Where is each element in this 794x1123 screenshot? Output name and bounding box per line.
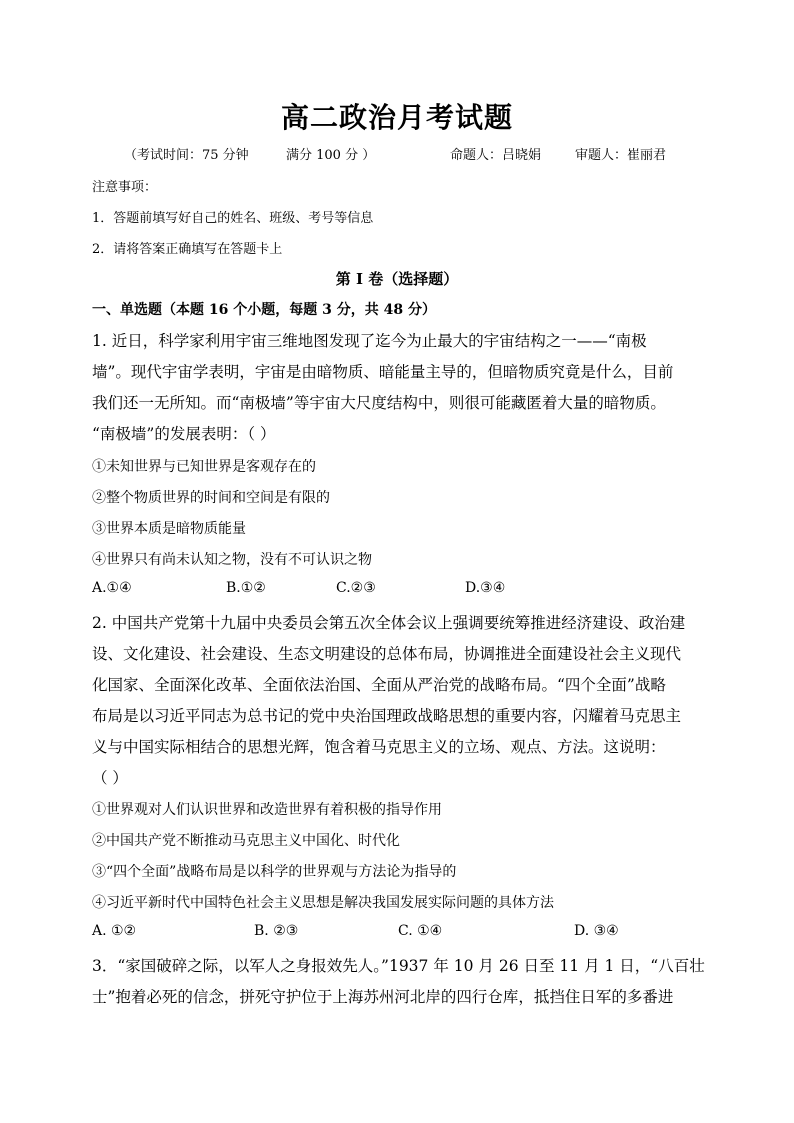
question-2-text: 2. 中国共产党第十九届中央委员会第五次全体会议上强调要统筹推进经济建设、政治建 (92, 614, 686, 632)
exam-duration: （考试时间：75 分钟 (124, 148, 249, 163)
exam-author: 命题人：吕晓娟 (450, 148, 542, 163)
exam-meta (0, 144, 794, 164)
option-b[interactable]: B. ②③ (254, 923, 299, 939)
option-a[interactable]: A. ①② (92, 923, 137, 939)
option-c[interactable]: C.②③ (336, 580, 376, 596)
question-2-text: 化国家、全面深化改革、全面依法治国、全面从严治党的战略布局。“四个全面”战略 (92, 676, 666, 694)
page-title: 高二政治月考试题 (280, 101, 513, 134)
option-c[interactable]: C. ①④ (398, 923, 443, 939)
question-2-statement: ④习近平新时代中国特色社会主义思想是解决我国发展实际问题的具体方法 (92, 895, 554, 911)
notice-item: 1．答题前填写好自己的姓名、班级、考号等信息 (92, 211, 374, 226)
question-1-statement: ④世界只有尚未认知之物，没有不可认识之物 (92, 552, 372, 568)
question-1-text: 墙”。现代宇宙学表明，宇宙是由暗物质、暗能量主导的，但暗物质究竟是什么，目前 (92, 363, 674, 381)
notice-heading: 注意事项： (92, 180, 158, 195)
question-1-statement: ③世界本质是暗物质能量 (92, 521, 246, 537)
question-2-statement: ③“四个全面”战略布局是以科学的世界观与方法论为指导的 (92, 864, 457, 880)
question-1-statement: ②整个物质世界的时间和空间是有限的 (92, 490, 330, 506)
section-title: 第 I 卷（选择题） (335, 270, 459, 288)
option-a[interactable]: A.①④ (92, 580, 132, 596)
option-d[interactable]: D. ③④ (574, 923, 619, 939)
question-3-text: 士”抱着必死的信念，拼死守护位于上海苏州河北岸的四行仓库，抵挡住日军的多番进 (92, 988, 674, 1006)
question-2-statement: ①世界观对人们认识世界和改造世界有着积极的指导作用 (92, 802, 442, 818)
question-2-statement: ②中国共产党不断推动马克思主义中国化、时代化 (92, 833, 400, 849)
part-heading: 一、单选题（本题 16 个小题，每题 3 分，共 48 分） (92, 302, 436, 318)
question-3-text: 3．“家国破碎之际，以军人之身报效先人。”1937 年 10 月 26 日至 11 月 1 日，“八百壮 (92, 957, 705, 975)
question-1-text: 1. 近日，科学家利用宇宙三维地图发现了迄今为止最大的宇宙结构之一——“南极 (92, 332, 647, 350)
question-1-text: “南极墙”的发展表明：（ ） (92, 425, 276, 443)
question-2-text: 设、文化建设、社会建设、生态文明建设的总体布局，协调推进全面建设社会主义现代 (92, 645, 682, 663)
question-2-text: 义与中国实际相结合的思想光辉，饱含着马克思主义的立场、观点、方法。这说明： (92, 738, 666, 756)
notice-item: 2．请将答案正确填写在答题卡上 (92, 242, 283, 257)
exam-reviewer: 审题人：崔丽君 (575, 148, 667, 163)
question-1-statement: ①未知世界与已知世界是客观存在的 (92, 459, 316, 475)
exam-total-score: 满分 100 分 ） (286, 148, 376, 163)
option-d[interactable]: D.③④ (465, 580, 506, 596)
option-b[interactable]: B.①② (226, 580, 266, 596)
question-2-text: （ ） (92, 769, 128, 787)
question-1-text: 我们还一无所知。而“南极墙”等宇宙大尺度结构中，则很可能藏匿着大量的暗物质。 (92, 394, 666, 412)
question-2-text: 布局是以习近平同志为总书记的党中央治国理政战略思想的重要内容，闪耀着马克思主 (92, 707, 682, 725)
